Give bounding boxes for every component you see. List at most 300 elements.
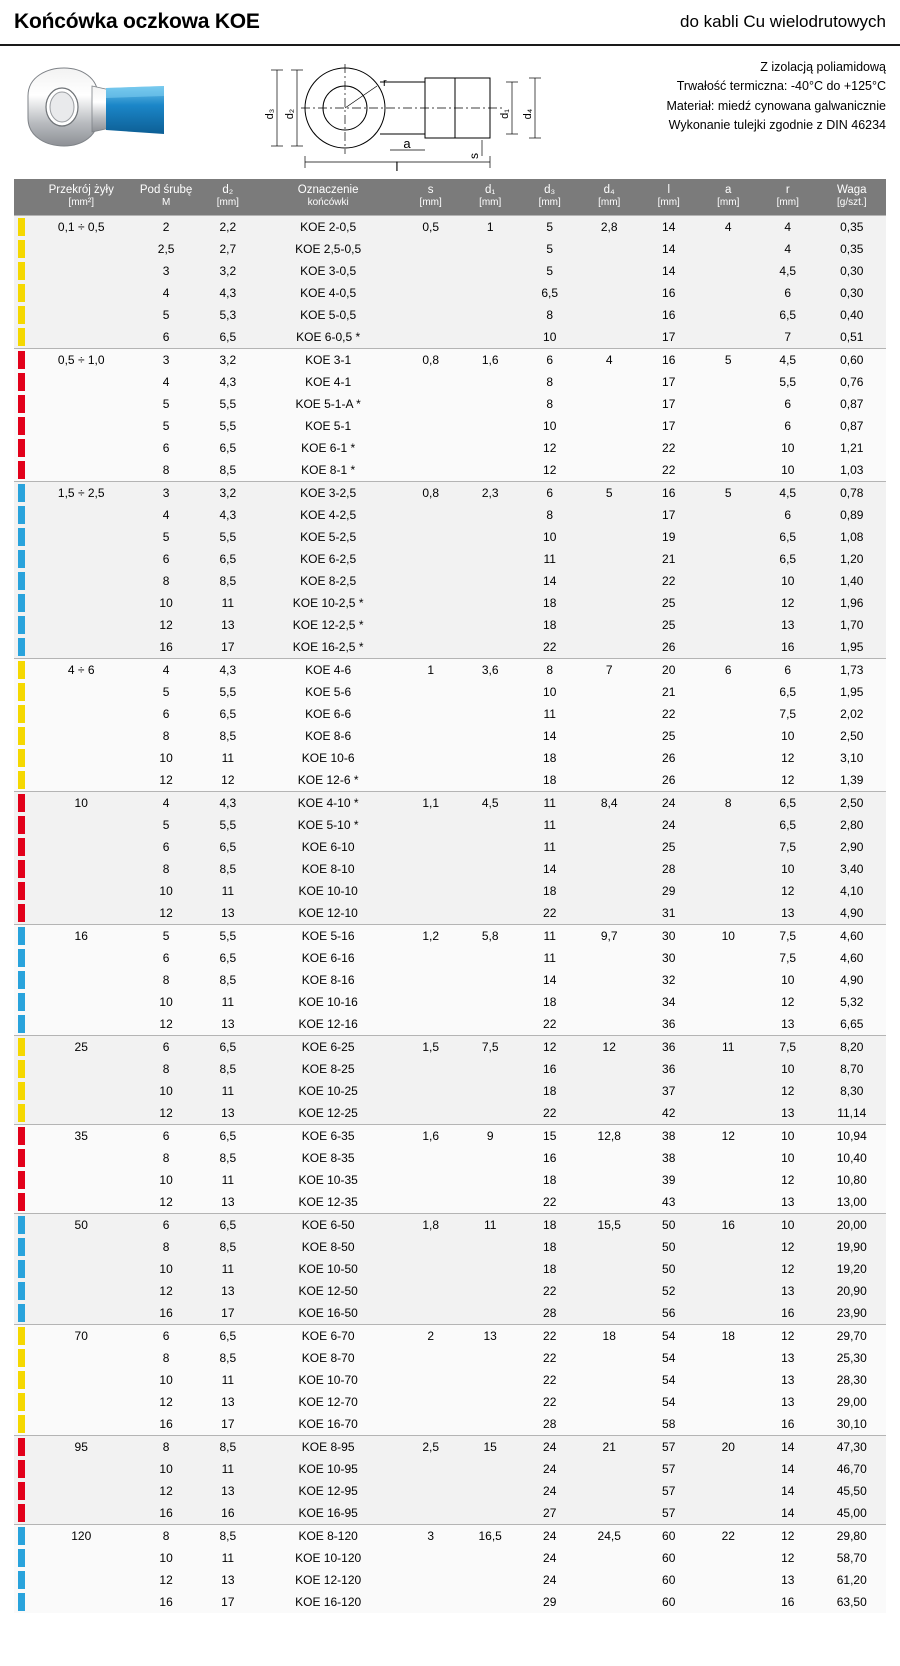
cell-s xyxy=(401,326,461,349)
cell-s xyxy=(401,1147,461,1169)
cell-r: 13 xyxy=(758,1347,818,1369)
cell-waga: 45,00 xyxy=(818,1502,886,1525)
cell-r: 6,5 xyxy=(758,681,818,703)
cell-r: 12 xyxy=(758,1524,818,1547)
cell-d2: 5,3 xyxy=(200,304,255,326)
group-color-swatch xyxy=(14,1524,31,1547)
cell-l: 26 xyxy=(639,636,699,659)
col-d3: d₃ [mm] xyxy=(520,179,580,215)
cell-przekroj xyxy=(31,1302,132,1325)
cell-r: 12 xyxy=(758,1236,818,1258)
table-row xyxy=(14,1280,886,1302)
cell-d1 xyxy=(460,304,520,326)
group-color-swatch xyxy=(14,969,31,991)
table-row xyxy=(14,1124,886,1147)
cell-l: 29 xyxy=(639,880,699,902)
table-row xyxy=(14,1591,886,1613)
cell-r: 10 xyxy=(758,1058,818,1080)
cell-waga: 0,60 xyxy=(818,348,886,371)
cell-r: 10 xyxy=(758,437,818,459)
cell-a xyxy=(698,614,758,636)
cell-waga: 11,14 xyxy=(818,1102,886,1125)
cell-przekroj: 16 xyxy=(31,924,132,947)
cell-waga: 47,30 xyxy=(818,1435,886,1458)
table-row xyxy=(14,481,886,504)
table-row xyxy=(14,769,886,792)
cell-s xyxy=(401,858,461,880)
cell-m: 8 xyxy=(132,1524,200,1547)
cell-d3: 11 xyxy=(520,548,580,570)
cell-przekroj xyxy=(31,282,132,304)
cell-r: 4,5 xyxy=(758,348,818,371)
cell-m: 12 xyxy=(132,1480,200,1502)
cell-waga: 61,20 xyxy=(818,1569,886,1591)
cell-m: 10 xyxy=(132,1458,200,1480)
cell-l: 54 xyxy=(639,1324,699,1347)
cell-d2: 11 xyxy=(200,592,255,614)
cell-waga: 1,95 xyxy=(818,636,886,659)
group-color-swatch xyxy=(14,769,31,792)
table-row xyxy=(14,1413,886,1436)
cell-d4 xyxy=(579,526,639,548)
cell-d3: 8 xyxy=(520,371,580,393)
cell-przekroj: 95 xyxy=(31,1435,132,1458)
cell-d3: 24 xyxy=(520,1435,580,1458)
cell-s: 1 xyxy=(401,658,461,681)
cell-przekroj: 25 xyxy=(31,1035,132,1058)
cell-d3: 18 xyxy=(520,1258,580,1280)
cell-d2: 8,5 xyxy=(200,1435,255,1458)
cell-d3: 16 xyxy=(520,1058,580,1080)
cell-d1 xyxy=(460,526,520,548)
cell-d4: 2,8 xyxy=(579,215,639,238)
cell-a: 20 xyxy=(698,1435,758,1458)
cell-s xyxy=(401,1102,461,1125)
cell-d2: 8,5 xyxy=(200,459,255,482)
table-row xyxy=(14,658,886,681)
cell-d2: 11 xyxy=(200,1458,255,1480)
cell-d1 xyxy=(460,1191,520,1214)
table-row xyxy=(14,681,886,703)
cell-ozn: KOE 12-16 xyxy=(255,1013,401,1036)
cell-d4 xyxy=(579,681,639,703)
cell-s xyxy=(401,681,461,703)
cell-ozn: KOE 2,5-0,5 xyxy=(255,238,401,260)
group-color-swatch xyxy=(14,1435,31,1458)
cell-s: 3 xyxy=(401,1524,461,1547)
cell-waga: 2,50 xyxy=(818,791,886,814)
cell-m: 12 xyxy=(132,1391,200,1413)
cell-d1 xyxy=(460,1391,520,1413)
cell-m: 8 xyxy=(132,858,200,880)
cell-d4: 21 xyxy=(579,1435,639,1458)
group-color-swatch xyxy=(14,791,31,814)
col-d2: d₂ [mm] xyxy=(200,179,255,215)
cell-r: 6 xyxy=(758,658,818,681)
cell-ozn: KOE 5-16 xyxy=(255,924,401,947)
cell-l: 54 xyxy=(639,1347,699,1369)
cell-ozn: KOE 5-0,5 xyxy=(255,304,401,326)
cell-l: 22 xyxy=(639,570,699,592)
cell-d4 xyxy=(579,304,639,326)
table-row xyxy=(14,1369,886,1391)
cell-d3: 10 xyxy=(520,526,580,548)
cell-ozn: KOE 6-2,5 xyxy=(255,548,401,570)
cell-l: 24 xyxy=(639,814,699,836)
cell-d1: 9 xyxy=(460,1124,520,1147)
cell-d1 xyxy=(460,437,520,459)
cell-r: 13 xyxy=(758,1013,818,1036)
cell-d3: 18 xyxy=(520,880,580,902)
cell-a: 12 xyxy=(698,1124,758,1147)
cell-przekroj xyxy=(31,238,132,260)
cell-ozn: KOE 8-1 * xyxy=(255,459,401,482)
cell-waga: 1,70 xyxy=(818,614,886,636)
cell-a xyxy=(698,1013,758,1036)
cell-ozn: KOE 6-1 * xyxy=(255,437,401,459)
table-row xyxy=(14,592,886,614)
cell-d4: 15,5 xyxy=(579,1213,639,1236)
cell-s xyxy=(401,371,461,393)
group-color-swatch xyxy=(14,836,31,858)
cell-s: 1,1 xyxy=(401,791,461,814)
cell-a xyxy=(698,969,758,991)
cell-przekroj: 4 ÷ 6 xyxy=(31,658,132,681)
cell-d1 xyxy=(460,459,520,482)
cell-m: 12 xyxy=(132,1191,200,1214)
cell-s xyxy=(401,1413,461,1436)
cell-s xyxy=(401,991,461,1013)
cell-d1 xyxy=(460,1080,520,1102)
group-color-swatch xyxy=(14,703,31,725)
cell-d3: 12 xyxy=(520,459,580,482)
cell-ozn: KOE 5-1 xyxy=(255,415,401,437)
cell-waga: 46,70 xyxy=(818,1458,886,1480)
cell-przekroj: 1,5 ÷ 2,5 xyxy=(31,481,132,504)
cell-a xyxy=(698,1058,758,1080)
group-color-swatch xyxy=(14,880,31,902)
cell-d4 xyxy=(579,504,639,526)
cell-m: 8 xyxy=(132,725,200,747)
cell-d3: 15 xyxy=(520,1124,580,1147)
cell-r: 12 xyxy=(758,880,818,902)
cell-d1 xyxy=(460,1547,520,1569)
cell-a xyxy=(698,282,758,304)
cell-d4 xyxy=(579,1302,639,1325)
cell-d2: 8,5 xyxy=(200,969,255,991)
table-row xyxy=(14,504,886,526)
cell-r: 13 xyxy=(758,614,818,636)
group-color-swatch xyxy=(14,1347,31,1369)
cell-r: 7,5 xyxy=(758,703,818,725)
cell-d1: 2,3 xyxy=(460,481,520,504)
cell-waga: 4,60 xyxy=(818,947,886,969)
cell-d2: 5,5 xyxy=(200,814,255,836)
cell-ozn: KOE 5-2,5 xyxy=(255,526,401,548)
cell-l: 24 xyxy=(639,791,699,814)
cell-waga: 1,03 xyxy=(818,459,886,482)
cell-s xyxy=(401,769,461,792)
group-color-swatch xyxy=(14,1124,31,1147)
cell-d2: 11 xyxy=(200,1258,255,1280)
cell-a xyxy=(698,991,758,1013)
cell-d1: 7,5 xyxy=(460,1035,520,1058)
cell-d4 xyxy=(579,747,639,769)
cell-d2: 8,5 xyxy=(200,1524,255,1547)
group-color-swatch xyxy=(14,991,31,1013)
cell-ozn: KOE 10-16 xyxy=(255,991,401,1013)
cell-d3: 5 xyxy=(520,260,580,282)
table-row xyxy=(14,459,886,482)
cell-ozn: KOE 3-2,5 xyxy=(255,481,401,504)
cell-r: 16 xyxy=(758,1302,818,1325)
cell-r: 7 xyxy=(758,326,818,349)
cell-a: 11 xyxy=(698,1035,758,1058)
cell-waga: 19,20 xyxy=(818,1258,886,1280)
cell-s xyxy=(401,1547,461,1569)
cell-r: 12 xyxy=(758,1169,818,1191)
svg-text:s: s xyxy=(467,153,482,159)
group-color-swatch xyxy=(14,1458,31,1480)
cell-d4: 4 xyxy=(579,348,639,371)
cell-a xyxy=(698,1591,758,1613)
cell-waga: 5,32 xyxy=(818,991,886,1013)
cell-ozn: KOE 12-70 xyxy=(255,1391,401,1413)
cell-a xyxy=(698,769,758,792)
table-header xyxy=(14,179,886,215)
cell-m: 4 xyxy=(132,282,200,304)
table-row xyxy=(14,924,886,947)
cell-d1 xyxy=(460,969,520,991)
cell-waga: 3,10 xyxy=(818,747,886,769)
cell-m: 8 xyxy=(132,1147,200,1169)
cell-d3: 11 xyxy=(520,924,580,947)
cell-przekroj xyxy=(31,304,132,326)
cell-s xyxy=(401,1569,461,1591)
cell-ozn: KOE 16-95 xyxy=(255,1502,401,1525)
table-row xyxy=(14,1102,886,1125)
table-row xyxy=(14,437,886,459)
cell-d3: 6,5 xyxy=(520,282,580,304)
cell-a xyxy=(698,393,758,415)
cell-przekroj xyxy=(31,769,132,792)
cell-m: 12 xyxy=(132,1280,200,1302)
cell-waga: 4,10 xyxy=(818,880,886,902)
cell-r: 10 xyxy=(758,1124,818,1147)
cell-d2: 11 xyxy=(200,1169,255,1191)
cell-ozn: KOE 6-16 xyxy=(255,947,401,969)
cell-d1 xyxy=(460,1413,520,1436)
cell-m: 5 xyxy=(132,924,200,947)
cell-m: 8 xyxy=(132,1347,200,1369)
cell-l: 17 xyxy=(639,504,699,526)
cell-r: 7,5 xyxy=(758,947,818,969)
cell-r: 12 xyxy=(758,1324,818,1347)
group-color-swatch xyxy=(14,1236,31,1258)
spec-item: Trwałość termiczna: -40°C do +125°C xyxy=(676,79,886,94)
cell-przekroj: 35 xyxy=(31,1124,132,1147)
cell-przekroj xyxy=(31,1013,132,1036)
cell-r: 12 xyxy=(758,769,818,792)
cell-d2: 13 xyxy=(200,902,255,925)
cell-d2: 8,5 xyxy=(200,725,255,747)
cell-waga: 45,50 xyxy=(818,1480,886,1502)
group-color-swatch xyxy=(14,1013,31,1036)
cell-d4 xyxy=(579,1280,639,1302)
cell-przekroj xyxy=(31,415,132,437)
cell-m: 6 xyxy=(132,1124,200,1147)
cell-l: 22 xyxy=(639,459,699,482)
cell-przekroj: 0,5 ÷ 1,0 xyxy=(31,348,132,371)
cell-s xyxy=(401,504,461,526)
cell-d3: 8 xyxy=(520,393,580,415)
cell-s xyxy=(401,880,461,902)
cell-m: 10 xyxy=(132,1547,200,1569)
cell-m: 16 xyxy=(132,1413,200,1436)
cell-d4 xyxy=(579,1369,639,1391)
cell-r: 10 xyxy=(758,725,818,747)
cell-a xyxy=(698,526,758,548)
cell-ozn: KOE 12-6 * xyxy=(255,769,401,792)
cell-d2: 11 xyxy=(200,1369,255,1391)
cell-przekroj xyxy=(31,504,132,526)
cell-s xyxy=(401,747,461,769)
cell-przekroj xyxy=(31,1058,132,1080)
cell-r: 13 xyxy=(758,1191,818,1214)
col-color xyxy=(14,179,31,215)
table-row xyxy=(14,791,886,814)
cell-r: 13 xyxy=(758,1280,818,1302)
cell-d3: 22 xyxy=(520,636,580,659)
cell-d1 xyxy=(460,747,520,769)
cell-m: 12 xyxy=(132,1569,200,1591)
group-color-swatch xyxy=(14,1480,31,1502)
cell-d3: 14 xyxy=(520,725,580,747)
cell-r: 14 xyxy=(758,1458,818,1480)
cell-l: 19 xyxy=(639,526,699,548)
cell-d4: 7 xyxy=(579,658,639,681)
cell-ozn: KOE 10-35 xyxy=(255,1169,401,1191)
cell-l: 58 xyxy=(639,1413,699,1436)
group-color-swatch xyxy=(14,1280,31,1302)
table-row xyxy=(14,880,886,902)
cell-d1 xyxy=(460,1369,520,1391)
cell-m: 10 xyxy=(132,991,200,1013)
table-row xyxy=(14,1502,886,1525)
table-row xyxy=(14,1169,886,1191)
cell-d1 xyxy=(460,636,520,659)
cell-d1 xyxy=(460,1280,520,1302)
cell-d4: 8,4 xyxy=(579,791,639,814)
cell-l: 20 xyxy=(639,658,699,681)
cell-r: 6 xyxy=(758,282,818,304)
cell-d4 xyxy=(579,326,639,349)
cell-a xyxy=(698,1458,758,1480)
cell-waga: 1,20 xyxy=(818,548,886,570)
cell-d3: 14 xyxy=(520,969,580,991)
group-color-swatch xyxy=(14,1369,31,1391)
cell-waga: 0,78 xyxy=(818,481,886,504)
cell-d4: 5 xyxy=(579,481,639,504)
cell-d3: 18 xyxy=(520,991,580,1013)
cell-l: 22 xyxy=(639,437,699,459)
cell-r: 12 xyxy=(758,747,818,769)
cell-d3: 24 xyxy=(520,1524,580,1547)
cell-d3: 12 xyxy=(520,1035,580,1058)
cell-l: 14 xyxy=(639,238,699,260)
cell-waga: 10,80 xyxy=(818,1169,886,1191)
cell-a: 6 xyxy=(698,658,758,681)
cell-m: 2 xyxy=(132,215,200,238)
cell-przekroj xyxy=(31,1391,132,1413)
cell-s: 1,5 xyxy=(401,1035,461,1058)
col-a: a [mm] xyxy=(698,179,758,215)
cell-d3: 28 xyxy=(520,1413,580,1436)
cell-d2: 6,5 xyxy=(200,326,255,349)
cell-l: 16 xyxy=(639,304,699,326)
cell-s xyxy=(401,1502,461,1525)
cell-przekroj xyxy=(31,437,132,459)
cell-d2: 6,5 xyxy=(200,947,255,969)
cell-l: 39 xyxy=(639,1169,699,1191)
col-d4: d₄ [mm] xyxy=(579,179,639,215)
cell-s xyxy=(401,814,461,836)
cell-przekroj: 50 xyxy=(31,1213,132,1236)
cell-a xyxy=(698,1480,758,1502)
cell-d2: 8,5 xyxy=(200,1236,255,1258)
cell-d1: 4,5 xyxy=(460,791,520,814)
cell-waga: 0,35 xyxy=(818,215,886,238)
cell-l: 54 xyxy=(639,1391,699,1413)
cell-d2: 13 xyxy=(200,1013,255,1036)
cell-d3: 22 xyxy=(520,1013,580,1036)
cell-d4 xyxy=(579,991,639,1013)
cell-przekroj: 120 xyxy=(31,1524,132,1547)
col-l: l [mm] xyxy=(639,179,699,215)
cell-ozn: KOE 10-50 xyxy=(255,1258,401,1280)
cell-s xyxy=(401,1369,461,1391)
cell-d4 xyxy=(579,1191,639,1214)
cell-a xyxy=(698,1302,758,1325)
cell-m: 5 xyxy=(132,415,200,437)
table-row xyxy=(14,1324,886,1347)
svg-text:d₄: d₄ xyxy=(522,108,535,120)
cell-s xyxy=(401,1013,461,1036)
cell-d4 xyxy=(579,725,639,747)
cell-przekroj xyxy=(31,969,132,991)
cell-ozn: KOE 8-10 xyxy=(255,858,401,880)
cell-s: 0,5 xyxy=(401,215,461,238)
cell-ozn: KOE 2-0,5 xyxy=(255,215,401,238)
cell-r: 6,5 xyxy=(758,526,818,548)
cell-waga: 8,70 xyxy=(818,1058,886,1080)
cell-d4 xyxy=(579,260,639,282)
group-color-swatch xyxy=(14,1324,31,1347)
cell-przekroj xyxy=(31,1569,132,1591)
group-color-swatch xyxy=(14,304,31,326)
cell-d3: 29 xyxy=(520,1591,580,1613)
cell-a xyxy=(698,304,758,326)
group-color-swatch xyxy=(14,636,31,659)
cell-a xyxy=(698,1191,758,1214)
cell-przekroj xyxy=(31,991,132,1013)
cell-l: 17 xyxy=(639,393,699,415)
cell-d1 xyxy=(460,260,520,282)
group-color-swatch xyxy=(14,570,31,592)
cell-s xyxy=(401,614,461,636)
cell-przekroj xyxy=(31,880,132,902)
cell-r: 7,5 xyxy=(758,836,818,858)
